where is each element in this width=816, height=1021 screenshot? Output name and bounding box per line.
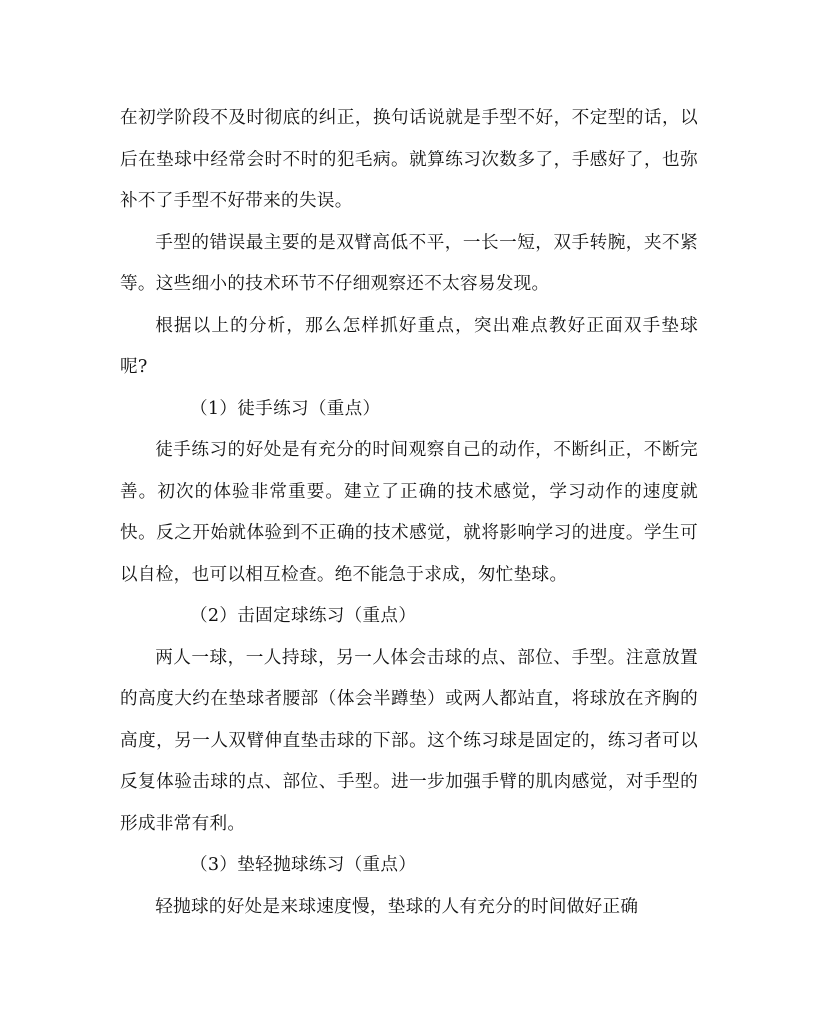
paragraph: 两人一球，一人持球，另一人体会击球的点、部位、手型。注意放置的高度大约在垫球者腰部（体会半蹲垫）或两人都站直，将球放在齐胸的高度，另一人双臂伸直垫击球的下部。这个练习球是固定的，练习者可以反复体验击球的点、部位、手型。进一步加强手臂的肌肉感觉，对手型的形成非常有利。 xyxy=(120,647,698,834)
section-heading: （1）徒手练习（重点） xyxy=(190,398,381,419)
paragraph-continued: 在初学阶段不及时彻底的纠正，换句话说就是手型不好，不定型的话，以后在垫球中经常会时不时的犯毛病。就算练习次数多了，手感好了，也弥补不了手型不好带来的失误。 xyxy=(120,108,698,211)
paragraph: 手型的错误最主要的是双臂高低不平，一长一短，双手转腕，夹不紧等。这些细小的技术环节不仔细观察还不太容易发现。 xyxy=(120,232,698,294)
document-body xyxy=(120,98,698,928)
section-heading: （3）垫轻抛球练习（重点） xyxy=(190,855,417,875)
paragraph: 根据以上的分析，那么怎样抓好重点，突出难点教好正面双手垫球呢? xyxy=(120,315,698,377)
section-heading: （2）击固定球练习（重点） xyxy=(190,606,417,626)
paragraph: 徒手练习的好处是有充分的时间观察自己的动作，不断纠正，不断完善。初次的体验非常重要。建立了正确的技术感觉，学习动作的速度就快。反之开始就体验到不正确的技术感觉，就将影响学习的进度。学生可以自检，也可以相互检查。绝不能急于求成，匆忙垫球。 xyxy=(120,440,698,585)
paragraph: 轻抛球的好处是来球速度慢，垫球的人有充分的时间做好正确 xyxy=(155,896,639,917)
